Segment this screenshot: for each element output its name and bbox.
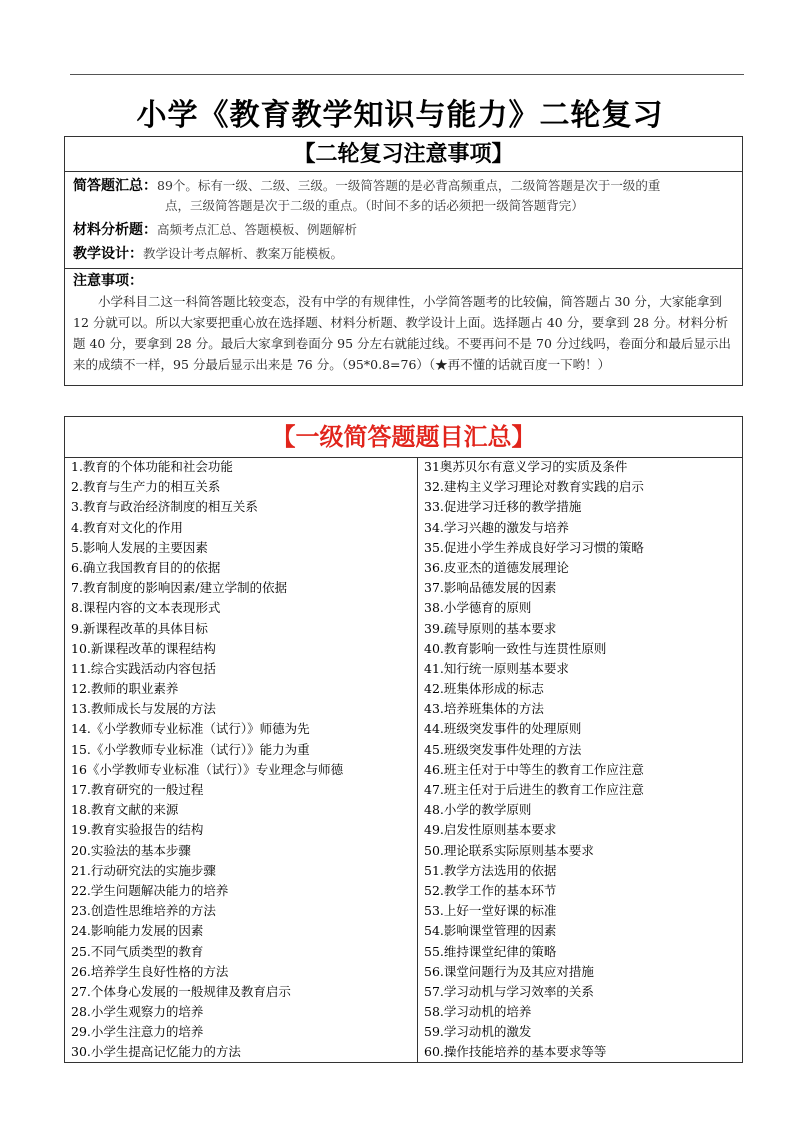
- question-item-left: 19.教育实验报告的结构: [71, 822, 204, 838]
- question-item-right: 58.学习动机的培养: [424, 1004, 532, 1020]
- question-item-right: 43.培养班集体的方法: [424, 701, 544, 717]
- notes-section: [65, 269, 742, 291]
- question-item-left: 15.《小学教师专业标准（试行）》能力为重: [71, 741, 310, 757]
- question-item-right: 37.影响品德发展的因素: [424, 580, 557, 596]
- material-section: [65, 216, 742, 240]
- question-item-right: 48.小学的教学原则: [424, 802, 532, 818]
- review-notes-header: 【二轮复习注意事项】: [65, 137, 742, 172]
- top-rule: [70, 74, 744, 75]
- question-item-left: 26.培养学生良好性格的方法: [71, 963, 229, 979]
- question-item-left: 1.教育的个体功能和社会功能: [71, 459, 233, 474]
- question-item-left: 17.教育研究的一般过程: [71, 782, 204, 797]
- question-item-left: 11.综合实践活动内容包括: [71, 660, 216, 676]
- question-item-right: 54.影响课堂管理的因素: [424, 923, 557, 939]
- question-item-left: 18.教育文献的来源: [71, 802, 179, 818]
- teaching-text: 教学设计考点解析、教案万能模板。: [143, 246, 344, 261]
- question-item-left: 23.创造性思维培养的方法: [71, 903, 216, 919]
- question-item-right: 51.教学方法选用的依据: [424, 862, 557, 878]
- question-item-right: 33.促进学习迁移的教学措施: [424, 499, 582, 515]
- page-title: 小学《教育教学知识与能力》二轮复习: [136, 98, 664, 133]
- question-item-right: 57.学习动机与学习效率的关系: [424, 983, 594, 999]
- question-item-left: 13.教师成长与发展的方法: [71, 701, 216, 717]
- question-item-right: 36.皮亚杰的道德发展理论: [424, 559, 569, 575]
- short-answer-text-2: 点，三级简答题是次于二级的重点。（时间不多的话必须把一级简答题背完）: [165, 198, 584, 213]
- question-item-left: 22.学生问题解决能力的培养: [71, 882, 229, 898]
- question-item-right: 32.建构主义学习理论对教育实践的启示: [424, 479, 644, 495]
- question-item-left: 24.影响能力发展的因素: [71, 923, 204, 939]
- question-item-left: 16《小学教师专业标准（试行）》专业理念与师德: [71, 761, 344, 777]
- review-notes-box: [64, 136, 743, 386]
- question-item-left: 28.小学生观察力的培养: [71, 1004, 204, 1020]
- question-item-right: 34.学习兴趣的激发与培养: [424, 519, 569, 535]
- question-item-left: 20.实验法的基本步骤: [71, 842, 191, 858]
- level1-questions-box: [64, 416, 743, 1063]
- question-item-right: 56.课堂问题行为及其应对措施: [424, 963, 594, 979]
- questions-left-column: [65, 457, 418, 1063]
- question-item-right: 39.疏导原则的基本要求: [424, 620, 557, 636]
- notes-text: 小学科目二这一科简答题比较变态，没有中学的有规律性，小学简答题考的比较偏，简答题占 30 分，大家能拿到 12 分就可以。所以大家要把重心放在选择题、材料分析题、教学设计上面。选择题占 40 分，要拿到 28 分。材料分析题 40 分，要拿到 28 分。最后大家拿到卷面分 95 分左右就能过线。不要再问不是 70 分过线吗，卷面分和最后显示出来的成绩不一样，95 分最后显示出来是 76 分。（95*0.8=76）（★再不懂的话就百度一下哟！）: [73, 294, 731, 372]
- question-item-left: 27.个体身心发展的一般规律及教育启示: [71, 983, 291, 999]
- question-item-right: 40.教育影响一致性与连贯性原则: [424, 640, 607, 656]
- material-label: 材料分析题：: [73, 222, 157, 238]
- question-item-left: 2.教育与生产力的相互关系: [71, 479, 221, 495]
- level1-questions-header: 【一级简答题题目汇总】: [65, 417, 742, 458]
- question-item-right: 52.教学工作的基本环节: [424, 882, 557, 898]
- question-item-right: 45.班级突发事件处理的方法: [424, 741, 582, 757]
- question-item-right: 59.学习动机的激发: [424, 1024, 532, 1040]
- question-item-left: 4.教育对文化的作用: [71, 519, 183, 535]
- teaching-label: 教学设计：: [73, 246, 143, 262]
- question-item-left: 21.行动研究法的实施步骤: [71, 862, 216, 878]
- question-item-left: 10.新课程改革的课程结构: [71, 640, 216, 656]
- question-item-left: 3.教育与政治经济制度的相互关系: [71, 499, 258, 515]
- question-item-left: 8.课程内容的文本表现形式: [71, 600, 221, 616]
- short-answer-section: [65, 172, 742, 216]
- question-item-left: 25.不同气质类型的教育: [71, 943, 204, 959]
- question-item-right: 46.班主任对于中等生的教育工作应注意: [424, 761, 644, 777]
- question-item-right: 60.操作技能培养的基本要求等等: [424, 1044, 607, 1060]
- material-text: 高频考点汇总、答题模板、例题解析: [157, 222, 358, 237]
- question-item-right: 55.维持课堂纪律的策略: [424, 943, 557, 959]
- question-item-right: 38.小学德育的原则: [424, 600, 532, 616]
- short-answer-text-1: 89个。标有一级、二级、三级。一级简答题的是必背高频重点，二级简答题是次于一级的重: [157, 178, 661, 193]
- question-item-right: 44.班级突发事件的处理原则: [424, 721, 582, 737]
- question-item-left: 5.影响人发展的主要因素: [71, 539, 208, 555]
- question-item-right: 53.上好一堂好课的标准: [424, 903, 557, 919]
- question-item-left: 30.小学生提高记忆能力的方法: [71, 1044, 241, 1060]
- questions-columns: [65, 457, 742, 1063]
- question-item-left: 6.确立我国教育目的的依据: [71, 559, 221, 575]
- question-item-right: 35.促进小学生养成良好学习习惯的策略: [424, 539, 644, 555]
- questions-right-column: [418, 457, 742, 1063]
- notes-label: 注意事项：: [73, 273, 143, 289]
- question-item-right: 47.班主任对于后进生的教育工作应注意: [424, 782, 644, 797]
- question-item-right: 42.班集体形成的标志: [424, 681, 544, 697]
- question-item-left: 29.小学生注意力的培养: [71, 1024, 204, 1040]
- question-item-right: 41.知行统一原则基本要求: [424, 660, 569, 676]
- question-item-left: 14.《小学教师专业标准（试行）》师德为先: [71, 721, 310, 737]
- short-answer-label: 简答题汇总：: [73, 178, 157, 194]
- question-item-left: 7.教育制度的影响因素/建立学制的依据: [71, 580, 288, 596]
- question-item-right: 31奥苏贝尔有意义学习的实质及条件: [424, 459, 628, 474]
- question-item-right: 50.理论联系实际原则基本要求: [424, 842, 594, 858]
- question-item-left: 9.新课程改革的具体目标: [71, 620, 208, 636]
- teaching-section: [65, 240, 742, 264]
- question-item-left: 12.教师的职业素养: [71, 681, 179, 697]
- question-item-right: 49.启发性原则基本要求: [424, 822, 557, 838]
